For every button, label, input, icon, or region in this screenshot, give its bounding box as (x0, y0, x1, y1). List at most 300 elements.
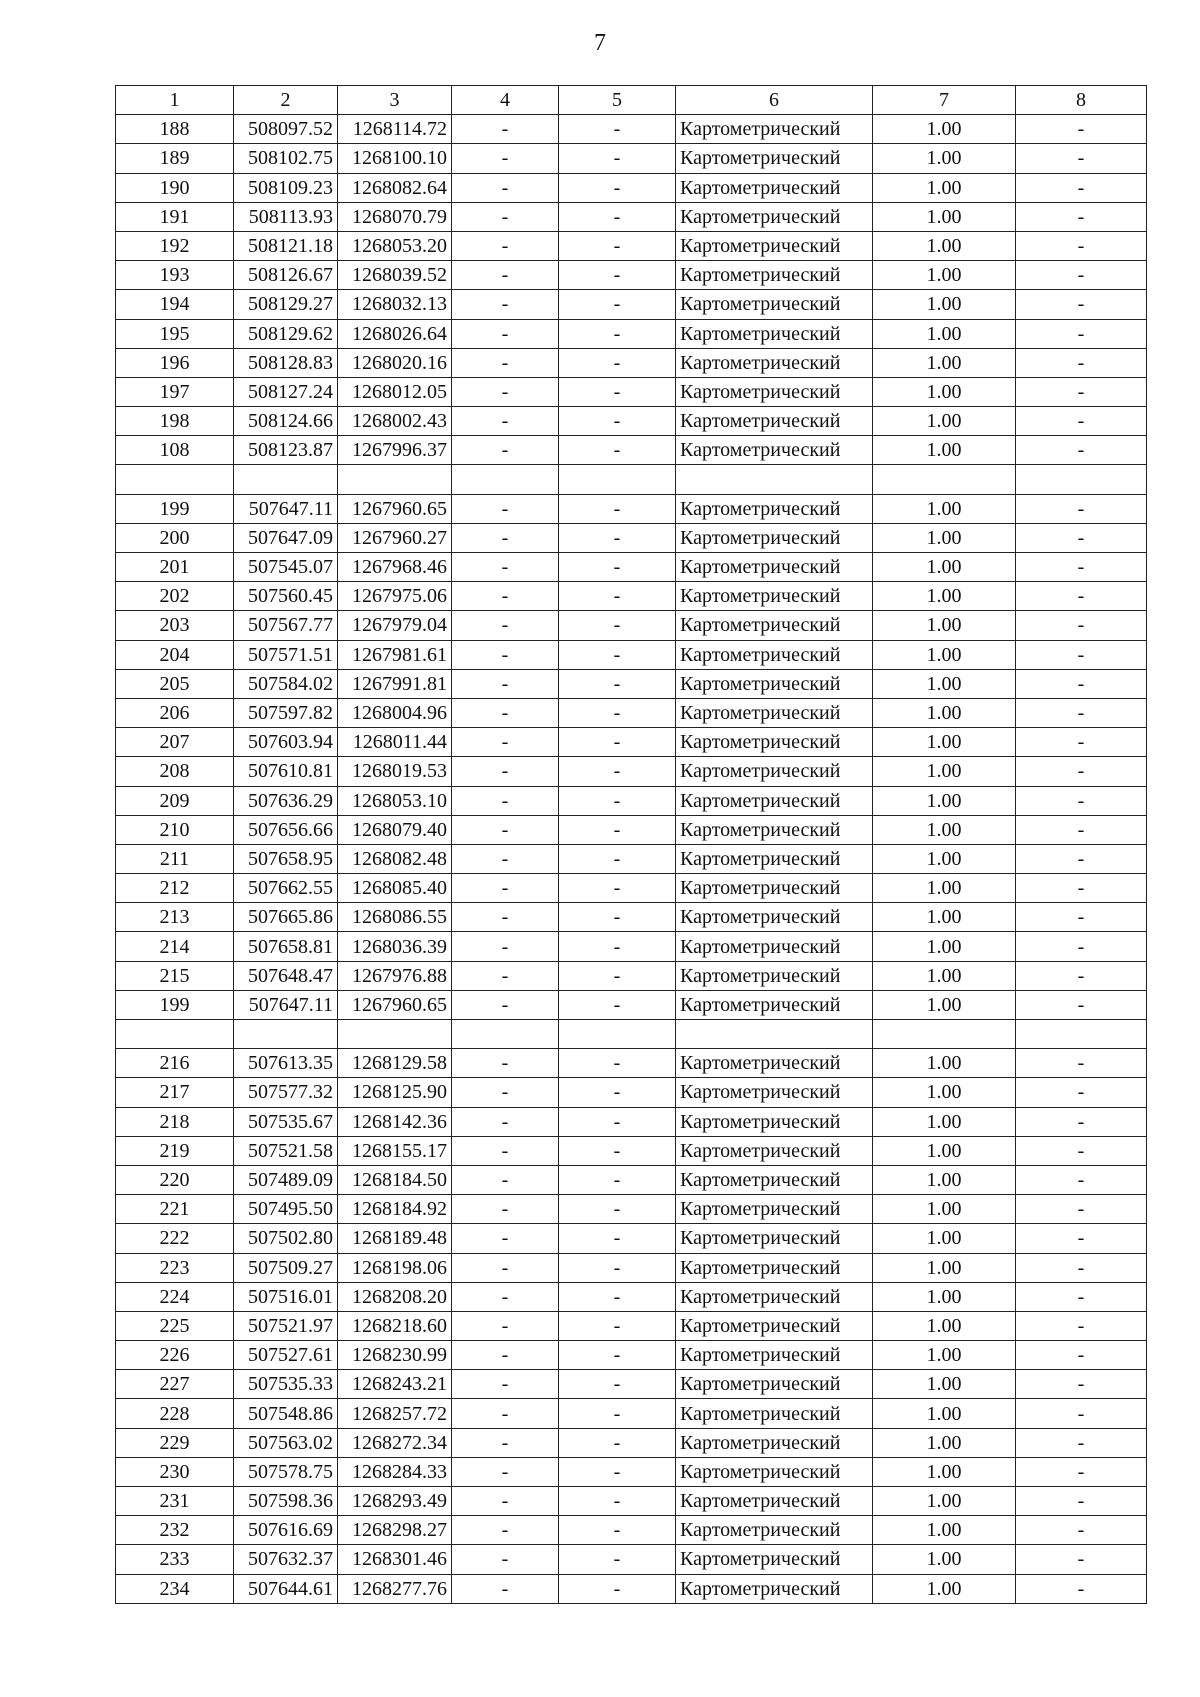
cell-col-8: - (1016, 1165, 1147, 1194)
cell-y-coordinate: 1268070.79 (338, 202, 452, 231)
table-row (116, 932, 1147, 961)
cell-col-8: - (1016, 1545, 1147, 1574)
cell-x-coordinate: 507658.95 (234, 844, 338, 873)
cell-col-8: - (1016, 1224, 1147, 1253)
cell-col-5: - (559, 348, 676, 377)
cell-x-coordinate: 507647.11 (234, 494, 338, 523)
table-row (116, 698, 1147, 727)
cell-y-coordinate: 1267979.04 (338, 611, 452, 640)
cell-col-5: - (559, 1399, 676, 1428)
cell-col-8: - (1016, 319, 1147, 348)
cell-accuracy: 1.00 (873, 436, 1016, 465)
cell-point-number: 108 (116, 436, 234, 465)
cell-col-5: - (559, 961, 676, 990)
cell-col-4: - (452, 494, 559, 523)
cell-point-number: 220 (116, 1165, 234, 1194)
cell-method: Картометрический (676, 1311, 873, 1340)
cell-x-coordinate: 507662.55 (234, 874, 338, 903)
cell-x-coordinate: 507597.82 (234, 698, 338, 727)
cell-method: Картометрический (676, 115, 873, 144)
cell-col-8: - (1016, 874, 1147, 903)
cell-col-5: - (559, 290, 676, 319)
cell-method: Картометрический (676, 377, 873, 406)
cell-point-number: 212 (116, 874, 234, 903)
cell-y-coordinate: 1268243.21 (338, 1370, 452, 1399)
cell-point-number: 205 (116, 669, 234, 698)
table-row (116, 1516, 1147, 1545)
cell-x-coordinate: 507548.86 (234, 1399, 338, 1428)
cell-y-coordinate: 1268039.52 (338, 261, 452, 290)
cell-accuracy: 1.00 (873, 698, 1016, 727)
cell-y-coordinate: 1268184.92 (338, 1195, 452, 1224)
cell-point-number: 222 (116, 1224, 234, 1253)
cell-y-coordinate: 1268082.64 (338, 173, 452, 202)
cell-x-coordinate: 508124.66 (234, 407, 338, 436)
cell-col-5 (559, 465, 676, 494)
cell-y-coordinate: 1268114.72 (338, 115, 452, 144)
cell-col-5: - (559, 1311, 676, 1340)
cell-accuracy: 1.00 (873, 1428, 1016, 1457)
cell-col-5: - (559, 1370, 676, 1399)
cell-y-coordinate: 1268189.48 (338, 1224, 452, 1253)
cell-method: Картометрический (676, 698, 873, 727)
table-row (116, 582, 1147, 611)
cell-x-coordinate: 508121.18 (234, 231, 338, 260)
cell-col-5: - (559, 436, 676, 465)
cell-col-8 (1016, 1020, 1147, 1049)
cell-accuracy (873, 1020, 1016, 1049)
table-row (116, 640, 1147, 669)
cell-method: Картометрический (676, 1545, 873, 1574)
cell-col-8 (1016, 465, 1147, 494)
separator-row (116, 1020, 1147, 1049)
cell-x-coordinate: 507648.47 (234, 961, 338, 990)
table-row (116, 319, 1147, 348)
table-row (116, 173, 1147, 202)
cell-col-4: - (452, 319, 559, 348)
cell-col-4 (452, 465, 559, 494)
cell-point-number: 225 (116, 1311, 234, 1340)
cell-col-5: - (559, 553, 676, 582)
cell-col-4: - (452, 1107, 559, 1136)
cell-point-number: 209 (116, 786, 234, 815)
cell-x-coordinate: 507613.35 (234, 1049, 338, 1078)
cell-col-4: - (452, 844, 559, 873)
cell-method: Картометрический (676, 640, 873, 669)
column-header: 8 (1016, 86, 1147, 115)
cell-col-8: - (1016, 582, 1147, 611)
cell-col-5: - (559, 144, 676, 173)
cell-col-4: - (452, 261, 559, 290)
cell-col-8: - (1016, 1370, 1147, 1399)
column-header: 7 (873, 86, 1016, 115)
cell-method (676, 1020, 873, 1049)
cell-method: Картометрический (676, 669, 873, 698)
cell-col-4: - (452, 728, 559, 757)
cell-col-8: - (1016, 1107, 1147, 1136)
cell-accuracy: 1.00 (873, 407, 1016, 436)
table-row (116, 1399, 1147, 1428)
cell-x-coordinate: 508109.23 (234, 173, 338, 202)
cell-col-4: - (452, 757, 559, 786)
cell-y-coordinate: 1268208.20 (338, 1282, 452, 1311)
cell-point-number (116, 465, 234, 494)
cell-x-coordinate: 507535.33 (234, 1370, 338, 1399)
cell-x-coordinate: 507598.36 (234, 1487, 338, 1516)
cell-y-coordinate: 1268086.55 (338, 903, 452, 932)
coordinates-table (115, 85, 1147, 1604)
cell-accuracy: 1.00 (873, 1457, 1016, 1486)
cell-method: Картометрический (676, 1107, 873, 1136)
table-row (116, 231, 1147, 260)
cell-method: Картометрический (676, 1049, 873, 1078)
cell-x-coordinate: 507527.61 (234, 1341, 338, 1370)
cell-col-5: - (559, 494, 676, 523)
cell-col-4: - (452, 231, 559, 260)
table-row (116, 1049, 1147, 1078)
cell-method: Картометрический (676, 1487, 873, 1516)
cell-y-coordinate: 1268272.34 (338, 1428, 452, 1457)
cell-y-coordinate: 1267996.37 (338, 436, 452, 465)
cell-point-number: 210 (116, 815, 234, 844)
cell-col-4: - (452, 407, 559, 436)
cell-x-coordinate: 508129.62 (234, 319, 338, 348)
cell-col-4: - (452, 202, 559, 231)
cell-y-coordinate: 1268032.13 (338, 290, 452, 319)
cell-col-5: - (559, 611, 676, 640)
cell-x-coordinate: 507610.81 (234, 757, 338, 786)
cell-point-number: 194 (116, 290, 234, 319)
cell-x-coordinate: 507647.11 (234, 990, 338, 1019)
cell-col-4: - (452, 1195, 559, 1224)
cell-accuracy: 1.00 (873, 932, 1016, 961)
table-row (116, 903, 1147, 932)
cell-point-number: 202 (116, 582, 234, 611)
cell-col-4: - (452, 1370, 559, 1399)
cell-point-number: 228 (116, 1399, 234, 1428)
cell-y-coordinate: 1268053.10 (338, 786, 452, 815)
cell-y-coordinate: 1267991.81 (338, 669, 452, 698)
cell-x-coordinate: 507584.02 (234, 669, 338, 698)
cell-method: Картометрический (676, 932, 873, 961)
cell-col-4: - (452, 523, 559, 552)
cell-col-5: - (559, 1487, 676, 1516)
cell-point-number: 214 (116, 932, 234, 961)
cell-point-number: 196 (116, 348, 234, 377)
table-row (116, 1311, 1147, 1340)
cell-x-coordinate: 507571.51 (234, 640, 338, 669)
cell-accuracy: 1.00 (873, 1311, 1016, 1340)
cell-accuracy: 1.00 (873, 1487, 1016, 1516)
cell-method: Картометрический (676, 436, 873, 465)
cell-col-5: - (559, 786, 676, 815)
cell-point-number: 199 (116, 494, 234, 523)
cell-col-8: - (1016, 290, 1147, 319)
cell-col-8: - (1016, 932, 1147, 961)
table-row (116, 261, 1147, 290)
table-row (116, 1165, 1147, 1194)
cell-y-coordinate: 1268020.16 (338, 348, 452, 377)
cell-col-4: - (452, 1282, 559, 1311)
table-row (116, 1457, 1147, 1486)
cell-x-coordinate (234, 465, 338, 494)
cell-method: Картометрический (676, 1282, 873, 1311)
cell-y-coordinate: 1268155.17 (338, 1136, 452, 1165)
cell-point-number: 230 (116, 1457, 234, 1486)
cell-point-number: 190 (116, 173, 234, 202)
cell-col-5: - (559, 874, 676, 903)
cell-x-coordinate: 507647.09 (234, 523, 338, 552)
cell-y-coordinate: 1268026.64 (338, 319, 452, 348)
cell-col-8: - (1016, 611, 1147, 640)
cell-col-8: - (1016, 494, 1147, 523)
cell-col-4 (452, 1020, 559, 1049)
page-number: 7 (594, 30, 606, 56)
table-row (116, 669, 1147, 698)
cell-col-5: - (559, 1282, 676, 1311)
table-row (116, 202, 1147, 231)
cell-accuracy: 1.00 (873, 144, 1016, 173)
cell-y-coordinate (338, 465, 452, 494)
cell-point-number: 207 (116, 728, 234, 757)
table-row (116, 728, 1147, 757)
table-header (116, 86, 1147, 115)
cell-col-4: - (452, 1457, 559, 1486)
cell-y-coordinate: 1268011.44 (338, 728, 452, 757)
cell-x-coordinate: 508123.87 (234, 436, 338, 465)
cell-method: Картометрический (676, 1195, 873, 1224)
cell-col-5: - (559, 377, 676, 406)
cell-y-coordinate: 1268129.58 (338, 1049, 452, 1078)
cell-point-number: 199 (116, 990, 234, 1019)
cell-col-8: - (1016, 202, 1147, 231)
cell-x-coordinate: 507644.61 (234, 1574, 338, 1603)
cell-accuracy: 1.00 (873, 231, 1016, 260)
cell-col-8: - (1016, 436, 1147, 465)
cell-col-5: - (559, 115, 676, 144)
cell-col-4: - (452, 1545, 559, 1574)
cell-x-coordinate: 508129.27 (234, 290, 338, 319)
cell-col-8: - (1016, 669, 1147, 698)
table-row (116, 1136, 1147, 1165)
cell-accuracy: 1.00 (873, 290, 1016, 319)
cell-method: Картометрический (676, 407, 873, 436)
cell-col-4: - (452, 1165, 559, 1194)
cell-point-number: 232 (116, 1516, 234, 1545)
column-header: 4 (452, 86, 559, 115)
cell-col-8: - (1016, 1253, 1147, 1282)
cell-y-coordinate: 1268277.76 (338, 1574, 452, 1603)
cell-method: Картометрический (676, 553, 873, 582)
cell-col-5: - (559, 903, 676, 932)
cell-point-number: 216 (116, 1049, 234, 1078)
cell-col-8: - (1016, 815, 1147, 844)
table-row (116, 407, 1147, 436)
table-row (116, 1428, 1147, 1457)
cell-col-4: - (452, 990, 559, 1019)
cell-method: Картометрический (676, 144, 873, 173)
cell-method: Картометрический (676, 1136, 873, 1165)
table-row (116, 1253, 1147, 1282)
cell-method: Картометрический (676, 523, 873, 552)
cell-method: Картометрический (676, 757, 873, 786)
cell-y-coordinate (338, 1020, 452, 1049)
cell-col-5: - (559, 319, 676, 348)
cell-col-4: - (452, 377, 559, 406)
cell-y-coordinate: 1268079.40 (338, 815, 452, 844)
cell-col-4: - (452, 436, 559, 465)
cell-accuracy: 1.00 (873, 1370, 1016, 1399)
cell-point-number: 189 (116, 144, 234, 173)
cell-col-5: - (559, 757, 676, 786)
cell-x-coordinate: 507560.45 (234, 582, 338, 611)
cell-col-4: - (452, 553, 559, 582)
cell-col-8: - (1016, 1516, 1147, 1545)
cell-y-coordinate: 1267981.61 (338, 640, 452, 669)
cell-col-4: - (452, 786, 559, 815)
cell-x-coordinate: 507521.58 (234, 1136, 338, 1165)
cell-col-8: - (1016, 961, 1147, 990)
cell-accuracy: 1.00 (873, 1107, 1016, 1136)
cell-y-coordinate: 1268257.72 (338, 1399, 452, 1428)
cell-col-4: - (452, 1136, 559, 1165)
cell-point-number: 229 (116, 1428, 234, 1457)
cell-col-5: - (559, 1224, 676, 1253)
cell-y-coordinate: 1267960.65 (338, 494, 452, 523)
cell-accuracy: 1.00 (873, 1049, 1016, 1078)
table-body (116, 115, 1147, 1604)
cell-accuracy: 1.00 (873, 1282, 1016, 1311)
cell-accuracy: 1.00 (873, 1399, 1016, 1428)
cell-col-5: - (559, 582, 676, 611)
cell-point-number: 221 (116, 1195, 234, 1224)
cell-col-5: - (559, 932, 676, 961)
cell-col-4: - (452, 640, 559, 669)
cell-y-coordinate: 1268019.53 (338, 757, 452, 786)
cell-point-number: 198 (116, 407, 234, 436)
table-row (116, 815, 1147, 844)
cell-point-number: 204 (116, 640, 234, 669)
cell-y-coordinate: 1268298.27 (338, 1516, 452, 1545)
cell-y-coordinate: 1268002.43 (338, 407, 452, 436)
cell-accuracy: 1.00 (873, 669, 1016, 698)
cell-point-number: 208 (116, 757, 234, 786)
cell-col-4: - (452, 1311, 559, 1340)
cell-accuracy: 1.00 (873, 961, 1016, 990)
cell-col-5: - (559, 1516, 676, 1545)
cell-accuracy: 1.00 (873, 1136, 1016, 1165)
table-row (116, 1574, 1147, 1603)
cell-point-number: 213 (116, 903, 234, 932)
cell-accuracy: 1.00 (873, 553, 1016, 582)
cell-col-8: - (1016, 990, 1147, 1019)
cell-x-coordinate: 507509.27 (234, 1253, 338, 1282)
cell-accuracy: 1.00 (873, 786, 1016, 815)
cell-col-8: - (1016, 1457, 1147, 1486)
cell-method: Картометрический (676, 1224, 873, 1253)
cell-col-5: - (559, 1049, 676, 1078)
cell-col-8: - (1016, 1078, 1147, 1107)
cell-col-8: - (1016, 523, 1147, 552)
cell-col-8: - (1016, 903, 1147, 932)
cell-point-number: 200 (116, 523, 234, 552)
cell-accuracy: 1.00 (873, 319, 1016, 348)
cell-point-number: 227 (116, 1370, 234, 1399)
cell-accuracy: 1.00 (873, 1195, 1016, 1224)
cell-accuracy: 1.00 (873, 757, 1016, 786)
cell-col-4: - (452, 961, 559, 990)
cell-x-coordinate: 508127.24 (234, 377, 338, 406)
cell-method: Картометрический (676, 961, 873, 990)
cell-method (676, 465, 873, 494)
cell-col-5: - (559, 231, 676, 260)
cell-accuracy: 1.00 (873, 1224, 1016, 1253)
cell-accuracy: 1.00 (873, 582, 1016, 611)
cell-method: Картометрический (676, 786, 873, 815)
cell-col-8: - (1016, 1049, 1147, 1078)
table-row (116, 1545, 1147, 1574)
cell-method: Картометрический (676, 1341, 873, 1370)
cell-accuracy: 1.00 (873, 1078, 1016, 1107)
cell-point-number: 231 (116, 1487, 234, 1516)
cell-y-coordinate: 1268142.36 (338, 1107, 452, 1136)
cell-x-coordinate: 508097.52 (234, 115, 338, 144)
cell-x-coordinate: 507502.80 (234, 1224, 338, 1253)
cell-col-8: - (1016, 1195, 1147, 1224)
cell-x-coordinate: 507656.66 (234, 815, 338, 844)
cell-col-4: - (452, 932, 559, 961)
table-row (116, 786, 1147, 815)
cell-method: Картометрический (676, 202, 873, 231)
cell-x-coordinate: 507489.09 (234, 1165, 338, 1194)
cell-x-coordinate: 507495.50 (234, 1195, 338, 1224)
cell-method: Картометрический (676, 728, 873, 757)
cell-point-number: 206 (116, 698, 234, 727)
cell-y-coordinate: 1267960.27 (338, 523, 452, 552)
cell-col-8: - (1016, 1282, 1147, 1311)
cell-x-coordinate: 507603.94 (234, 728, 338, 757)
cell-col-5: - (559, 1107, 676, 1136)
cell-y-coordinate: 1268284.33 (338, 1457, 452, 1486)
table-row (116, 844, 1147, 873)
cell-method: Картометрический (676, 348, 873, 377)
cell-col-5: - (559, 1165, 676, 1194)
cell-col-4: - (452, 815, 559, 844)
cell-point-number: 219 (116, 1136, 234, 1165)
table-row (116, 990, 1147, 1019)
cell-method: Картометрический (676, 261, 873, 290)
cell-col-4: - (452, 669, 559, 698)
cell-x-coordinate: 507636.29 (234, 786, 338, 815)
cell-col-4: - (452, 874, 559, 903)
table-row (116, 1341, 1147, 1370)
cell-accuracy: 1.00 (873, 523, 1016, 552)
cell-y-coordinate: 1268053.20 (338, 231, 452, 260)
cell-col-4: - (452, 611, 559, 640)
cell-col-8: - (1016, 728, 1147, 757)
cell-y-coordinate: 1267960.65 (338, 990, 452, 1019)
table-row (116, 961, 1147, 990)
cell-method: Картометрический (676, 231, 873, 260)
table-row (116, 523, 1147, 552)
cell-col-8: - (1016, 407, 1147, 436)
cell-y-coordinate: 1268036.39 (338, 932, 452, 961)
cell-col-4: - (452, 1428, 559, 1457)
cell-col-5: - (559, 990, 676, 1019)
cell-method: Картометрический (676, 494, 873, 523)
column-header: 2 (234, 86, 338, 115)
cell-y-coordinate: 1268004.96 (338, 698, 452, 727)
